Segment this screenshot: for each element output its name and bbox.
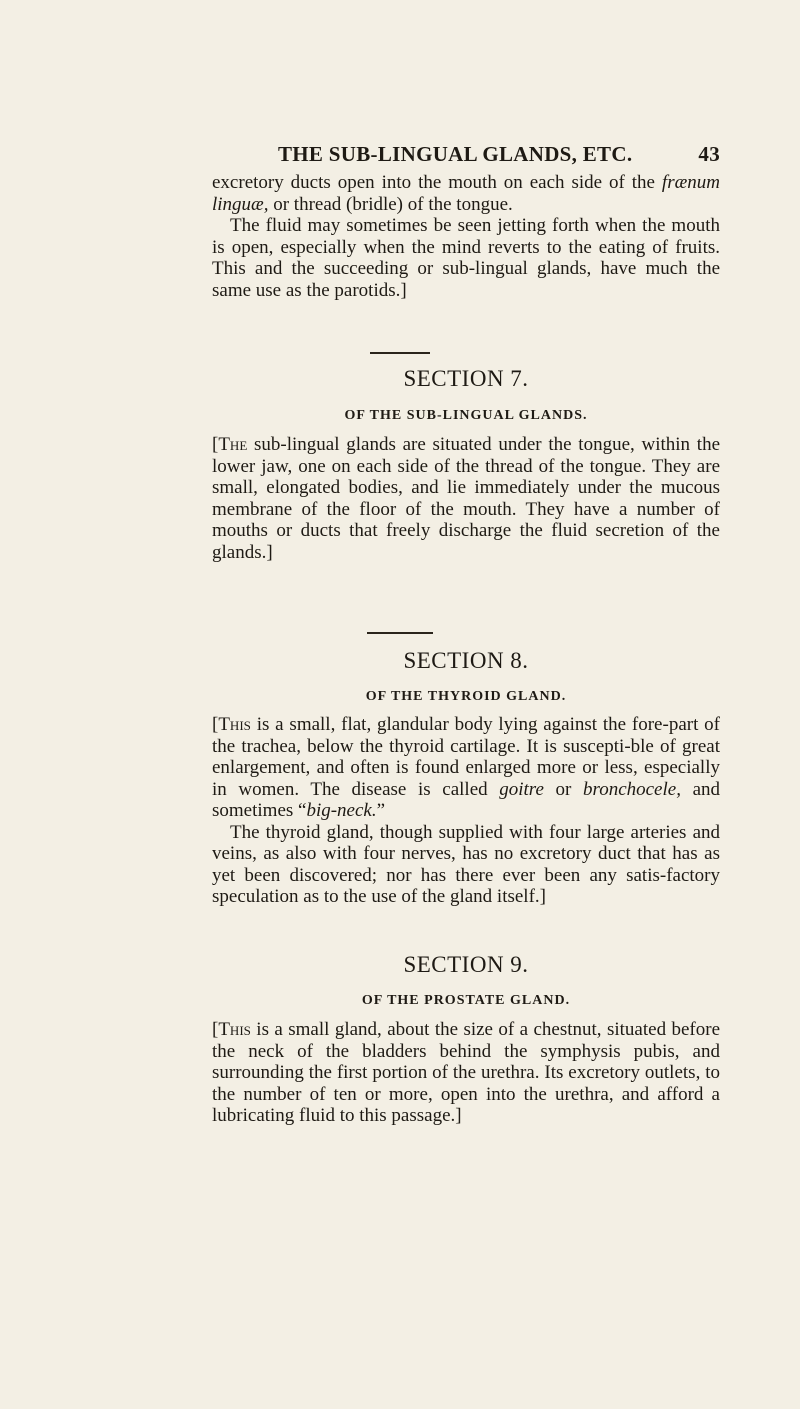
section-7-title: SECTION 7. xyxy=(403,366,529,391)
text-run: is a small, flat, glandular body lying against the fore-part of the trachea, below the thyroid cartilage. It is suscepti-ble of great enlargement, and often is found enlarged more or less, especially in women. The disease is called xyxy=(212,714,720,800)
section-9-title: SECTION 9. xyxy=(403,952,529,977)
section-8-paragraph-2: The thyroid gland, though supplied with four large arteries and veins, as also with four nerves, has no excretory duct that has as yet been discovered; nor has there ever been any satis-factory speculation as to the use of the gland itself.] xyxy=(212,821,720,907)
text-run: and sometimes “ xyxy=(212,778,721,821)
section-9-body xyxy=(212,1019,720,1127)
section-9-paragraph xyxy=(212,1019,720,1127)
section-7-subtitle: OF THE SUB-LINGUAL GLANDS. xyxy=(344,408,588,423)
section-7-paragraph xyxy=(212,434,720,563)
section-8-subtitle: OF THE THYROID GLAND. xyxy=(365,689,567,704)
text-run: ” xyxy=(376,800,386,821)
page-number: 43 xyxy=(698,142,720,166)
section-9-subtitle: OF THE PROSTATE GLAND. xyxy=(361,993,571,1008)
running-header xyxy=(212,142,720,167)
lead-word: [This xyxy=(212,1019,251,1040)
disease-term: goitre xyxy=(499,778,544,800)
section-7-body xyxy=(212,434,720,563)
disease-term: bronchocele, xyxy=(583,778,681,800)
text-run: sub-lingual glands are situated under the tongue, within the lower jaw, one on each side of the thread of the tongue. They are small, elongated bodies, and lie immediately under the mucous membrane of the floor of the mouth. They have a number of mouths or ducts that freely discharge the fluid secretion of the glands.] xyxy=(212,434,720,563)
section-8-body xyxy=(212,714,720,908)
lead-word: [The xyxy=(212,434,248,455)
section-8-paragraph-1 xyxy=(212,714,720,822)
continuation-paragraph-2: The fluid may sometimes be seen jetting forth when the mouth is open, especially when the mind reverts to the eating of fruits. This and the succeeding or sub-lingual glands, have much the same use as the parotids.] xyxy=(212,215,720,301)
text-run: is a small gland, about the size of a chestnut, situated before the neck of the bladders behind the symphysis pubis, and surrounding the first portion of the urethra. Its excretory outlets, to the number of ten or more, open into the urethra, and afford a lubricating fluid to this passage.] xyxy=(212,1019,720,1126)
lead-word: [This xyxy=(212,714,251,735)
running-title: THE SUB-LINGUAL GLANDS, ETC. xyxy=(277,142,633,166)
text-run: or thread (bridle) of the tongue. xyxy=(268,193,513,215)
text-run: or xyxy=(543,778,583,800)
continuation-text xyxy=(212,172,720,301)
section-divider xyxy=(367,632,433,634)
text-run: excretory ducts open into the mouth on each side of the xyxy=(212,172,662,193)
section-divider xyxy=(370,352,430,354)
continuation-paragraph-1 xyxy=(212,172,720,215)
disease-term: big-neck. xyxy=(306,800,377,821)
section-8-title: SECTION 8. xyxy=(403,648,529,673)
latin-term: frænum linguæ, xyxy=(212,172,720,215)
